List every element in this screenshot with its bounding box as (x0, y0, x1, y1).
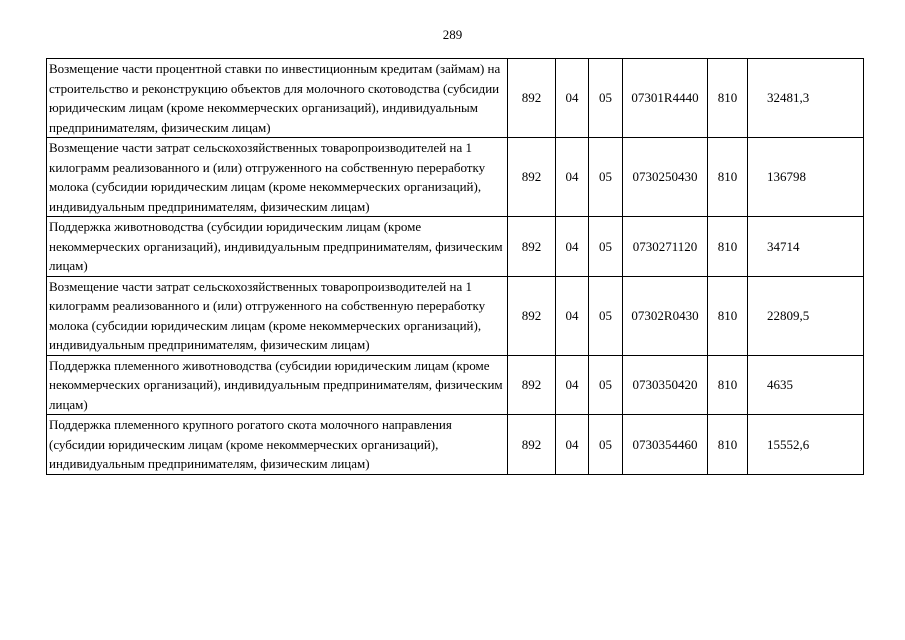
section-code: 04 (556, 415, 589, 475)
amount: 34714 (748, 217, 864, 277)
row-description: Поддержка животноводства (субсидии юридическим лицам (кроме некоммерческих организаций), индивидуальным предпринимателям, физическим лицам) (47, 217, 508, 277)
row-description: Возмещение части процентной ставки по инвестиционным кредитам (займам) на строительство и реконструкцию объектов для молочного скотоводства (субсидии юридическим лицам (кроме некоммерческих организаций), индивидуальным предпринимателям, физическим лицам) (47, 59, 508, 138)
expense-type-code: 810 (708, 138, 748, 217)
expense-type-code: 810 (708, 355, 748, 415)
target-article-code: 0730354460 (623, 415, 708, 475)
subsection-code: 05 (589, 138, 623, 217)
amount: 4635 (748, 355, 864, 415)
expense-type-code: 810 (708, 217, 748, 277)
ministry-code: 892 (508, 59, 556, 138)
ministry-code: 892 (508, 276, 556, 355)
expense-type-code: 810 (708, 276, 748, 355)
target-article-code: 0730271120 (623, 217, 708, 277)
subsection-code: 05 (589, 276, 623, 355)
subsection-code: 05 (589, 355, 623, 415)
amount: 32481,3 (748, 59, 864, 138)
table-row (47, 415, 864, 475)
ministry-code: 892 (508, 217, 556, 277)
section-code: 04 (556, 217, 589, 277)
row-description: Поддержка племенного животноводства (субсидии юридическим лицам (кроме некоммерческих организаций), индивидуальным предпринимателям, физическим лицам) (47, 355, 508, 415)
budget-table (46, 58, 864, 475)
target-article-code: 07301R4440 (623, 59, 708, 138)
subsection-code: 05 (589, 59, 623, 138)
section-code: 04 (556, 59, 589, 138)
target-article-code: 07302R0430 (623, 276, 708, 355)
expense-type-code: 810 (708, 415, 748, 475)
table-row (47, 59, 864, 138)
section-code: 04 (556, 276, 589, 355)
subsection-code: 05 (589, 415, 623, 475)
row-description: Поддержка племенного крупного рогатого скота молочного направления (субсидии юридическим лицам (кроме некоммерческих организаций), индивидуальным предпринимателям, физическим лицам) (47, 415, 508, 475)
table-row (47, 217, 864, 277)
section-code: 04 (556, 138, 589, 217)
amount: 22809,5 (748, 276, 864, 355)
subsection-code: 05 (589, 217, 623, 277)
table-row (47, 138, 864, 217)
target-article-code: 0730250430 (623, 138, 708, 217)
amount: 136798 (748, 138, 864, 217)
row-description: Возмещение части затрат сельскохозяйственных товаропроизводителей на 1 килограмм реализованного и (или) отгруженного на собственную переработку молока (субсидии юридическим лицам (кроме некоммерческих организаций), индивидуальным предпринимателям, физическим лицам) (47, 276, 508, 355)
section-code: 04 (556, 355, 589, 415)
row-description: Возмещение части затрат сельскохозяйственных товаропроизводителей на 1 килограмм реализованного и (или) отгруженного на собственную переработку молока (субсидии юридическим лицам (кроме некоммерческих организаций), индивидуальным предпринимателям, физическим лицам) (47, 138, 508, 217)
page-number: 289 (442, 27, 463, 42)
table-row (47, 355, 864, 415)
ministry-code: 892 (508, 355, 556, 415)
table-row (47, 276, 864, 355)
amount: 15552,6 (748, 415, 864, 475)
ministry-code: 892 (508, 138, 556, 217)
ministry-code: 892 (508, 415, 556, 475)
expense-type-code: 810 (708, 59, 748, 138)
target-article-code: 0730350420 (623, 355, 708, 415)
